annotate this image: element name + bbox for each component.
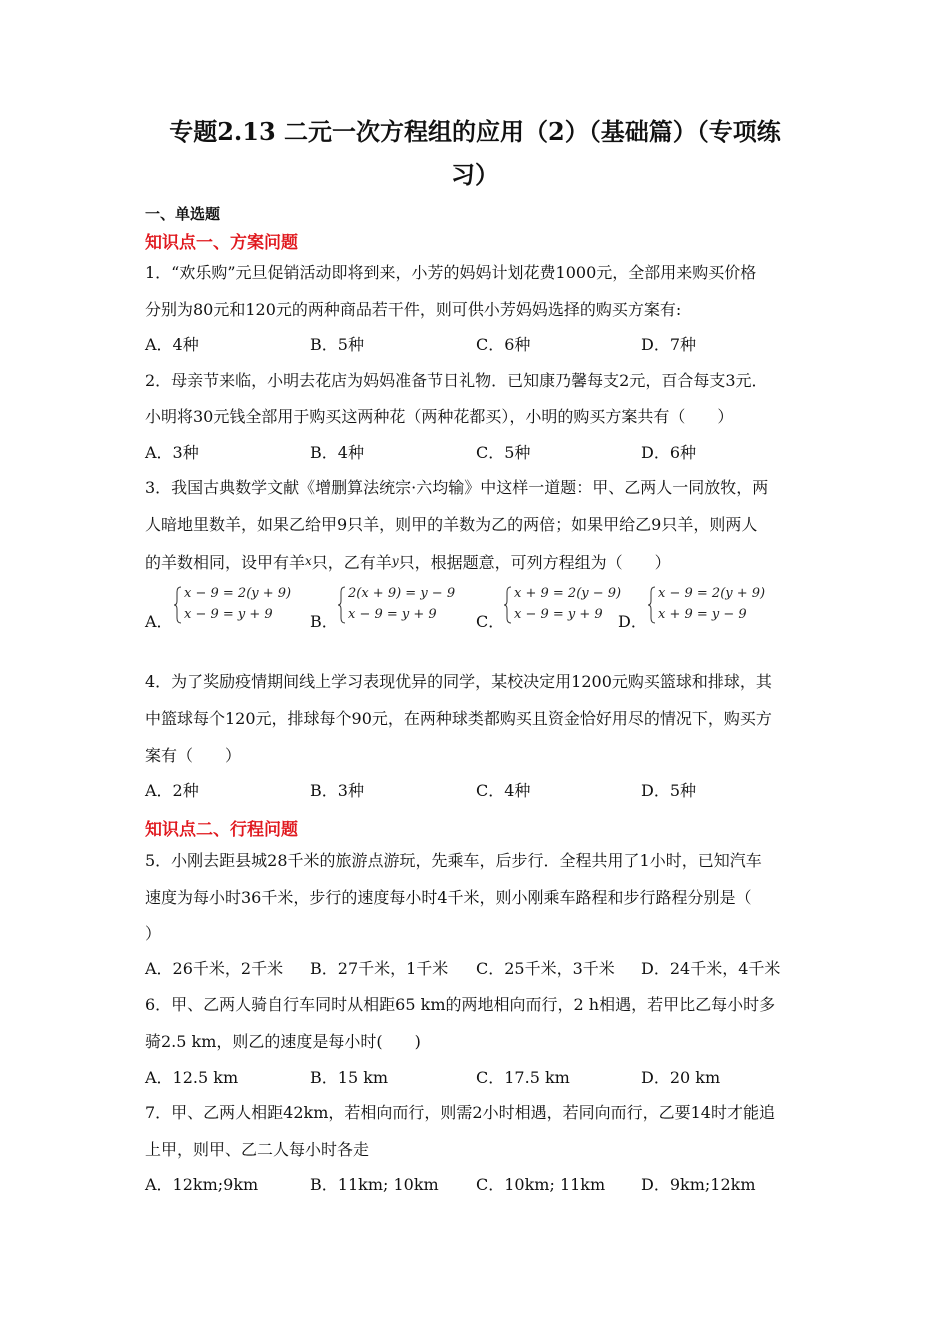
question-1-option-b: B．5种: [310, 335, 364, 354]
question-1-option-d: D．7种: [641, 335, 697, 354]
question-7-text-line2: 上甲，则甲、乙二人每小时各走: [145, 1140, 370, 1159]
page-title-line1: 专题2.13 二元一次方程组的应用（2）（基础篇）（专项练: [169, 117, 781, 146]
question-5-option-d: D．24千米，4千米: [641, 959, 781, 978]
page-title-line2: 习）: [451, 160, 499, 189]
question-3-option-a-letter: A．: [145, 612, 173, 631]
question-5-text-line3: ）: [145, 924, 162, 943]
question-6-option-a: A．12.5 km: [145, 1068, 239, 1087]
question-5-option-a: A．26千米，2千米: [145, 959, 284, 978]
question-3-text-line3: 的羊数相同，设甲有羊x只，乙有羊y只，根据题意，可列方程组为（ ）: [145, 553, 671, 572]
brace-icon: [338, 586, 346, 624]
question-1-option-a: A．4种: [145, 335, 199, 354]
question-3-option-c-letter: C．: [476, 612, 505, 631]
question-1-text-line1: 1．“欢乐购”元旦促销活动即将到来，小芳的妈妈计划花费1000元，全部用来购买价格: [145, 263, 757, 282]
question-4-text-line3: 案有（ ）: [145, 746, 242, 765]
question-2-option-b: B．4种: [310, 443, 364, 462]
variable-y: y: [391, 554, 399, 568]
question-2-option-a: A．3种: [145, 443, 199, 462]
question-4-option-b: B．3种: [310, 781, 364, 800]
question-6-option-b: B．15 km: [310, 1068, 389, 1087]
question-4-option-d: D．5种: [641, 781, 697, 800]
brace-icon: [504, 586, 512, 624]
question-6-text-line1: 6．甲、乙两人骑自行车同时从相距65 km的两地相向而行，2 h相遇，若甲比乙每小时多: [145, 995, 776, 1014]
question-2-option-d: D．6种: [641, 443, 697, 462]
question-5-option-c: C．25千米，3千米: [476, 959, 615, 978]
question-3-text-line1: 3．我国古典数学文献《增删算法统宗·六均输》中这样一道题：甲、乙两人一同放牧，两: [145, 478, 769, 497]
question-5-option-b: B．27千米，1千米: [310, 959, 449, 978]
question-1-option-c: C．6种: [476, 335, 531, 354]
question-4-option-c: C．4种: [476, 781, 531, 800]
question-2-option-c: C．5种: [476, 443, 531, 462]
knowledge-point-heading-1: 知识点一、方案问题: [145, 233, 298, 253]
question-5-text-line2: 速度为每小时36千米，步行的速度每小时4千米，则小刚乘车路程和步行路程分别是（: [145, 888, 752, 907]
question-3-text-line2: 人暗地里数羊，如果乙给甲9只羊，则甲的羊数为乙的两倍；如果甲给乙9只羊，则两人: [145, 515, 758, 534]
question-6-option-c: C．17.5 km: [476, 1068, 570, 1087]
question-4-text-line2: 中篮球每个120元，排球每个90元，在两种球类都购买且资金恰好用尽的情况下，购买方: [145, 709, 772, 728]
brace-icon: [648, 586, 656, 624]
question-2-text-line1: 2．母亲节来临，小明去花店为妈妈准备节日礼物．已知康乃馨每支2元，百合每支3元．: [145, 371, 768, 390]
knowledge-point-heading-2: 知识点二、行程问题: [145, 820, 298, 840]
question-7-option-b: B．11km; 10km: [310, 1175, 439, 1194]
document-page: 专题2.13 二元一次方程组的应用（2）（基础篇）（专项练 习） 一、单选题 知识点一、方案问题 1．“欢乐购”元旦促销活动即将到来，小芳的妈妈计划花费1000元，全部用来购买价格 分别为80元和120元的两种商品若干件，则可供小芳妈妈选择的购买方案有: A．4种 B．5种 C．6种 D．7种 2．母亲节来临，小明去花店为妈妈准备节日礼物．已知康乃馨每支2元，百合每支3元． 小明将30元钱全部用于购买这两种花（两种花都买），小明的购买方案共有（ ） A．3种 B．4种 C．5种 D．6种 3．我国古典数学文献《增删算法统宗·六均输》中这样一道题：甲、乙两人一同放牧，两 人暗地里数羊，如果乙给甲9只羊，则甲的羊数为乙的两倍；如果甲给乙9只羊，则两人 的羊数相同，设甲有羊x只，乙有羊y只，根据题意，可列方程组为（ ） A． x − 9 = 2(y + 9) x − 9 = y + 9 B． 2(x + 9) = y − 9 x − 9 = y + 9 C． x + 9 = 2(y − 9) x − 9 = y + 9 D． x − 9 = 2(y + 9) x + 9 = y − 9 4．为了奖励疫情期间线上学习表现优异的同学，某校决定用1200元购买篮球和排球，其 中篮球每个120元，排球每个90元，在两种球类都购买且资金恰好用尽的情况下，购买方 案有（ ） A．2种 B．3种 C．4种 D．5种 知识点二、行程问题 5．小刚去距县城28千米的旅游点游玩，先乘车，后步行．全程共用了1小时，已知汽车 速度为每小时36千米，步行的速度每小时4千米，则小刚乘车路程和步行路程分别是（ ） A．26千米，2千米 B．27千米，1千米 C．25千米，3千米 D．24千米，4千米 6．甲、乙两人骑自行车同时从相距65 km的两地相向而行，2 h相遇，若甲比乙每小时多 骑2.5 km，则乙的速度是每小时( ) A．12.5 km B．15 km C．17.5 km D．20 km 7．甲、乙两人相距42km，若相向而行，则需2小时相遇，若同向而行，乙要14时才能追 上甲，则甲、乙二人每小时各走 A．12km;9km B．11km; 10km C．10km; 11km D．9km;12km: [0, 0, 950, 1344]
section-heading: 一、单选题: [145, 205, 221, 223]
question-7-text-line1: 7．甲、乙两人相距42km，若相向而行，则需2小时相遇，若同向而行，乙要14时才能追: [145, 1103, 775, 1122]
question-4-text-line1: 4．为了奖励疫情期间线上学习表现优异的同学，某校决定用1200元购买篮球和排球，其: [145, 672, 772, 691]
question-3-option-b-letter: B．: [310, 612, 338, 631]
question-1-text-line2: 分别为80元和120元的两种商品若干件，则可供小芳妈妈选择的购买方案有:: [145, 300, 682, 319]
question-7-option-d: D．9km;12km: [641, 1175, 756, 1194]
variable-x: x: [305, 554, 312, 568]
question-7-option-c: C．10km; 11km: [476, 1175, 606, 1194]
question-4-option-a: A．2种: [145, 781, 199, 800]
question-2-text-line2: 小明将30元钱全部用于购买这两种花（两种花都买），小明的购买方案共有（ ）: [145, 407, 734, 426]
question-6-text-line2: 骑2.5 km，则乙的速度是每小时( ): [145, 1032, 421, 1051]
question-5-text-line1: 5．小刚去距县城28千米的旅游点游玩，先乘车，后步行．全程共用了1小时，已知汽车: [145, 851, 762, 870]
brace-icon: [174, 586, 182, 624]
question-6-option-d: D．20 km: [641, 1068, 721, 1087]
question-3-option-d-letter: D．: [618, 612, 647, 631]
question-7-option-a: A．12km;9km: [145, 1175, 259, 1194]
